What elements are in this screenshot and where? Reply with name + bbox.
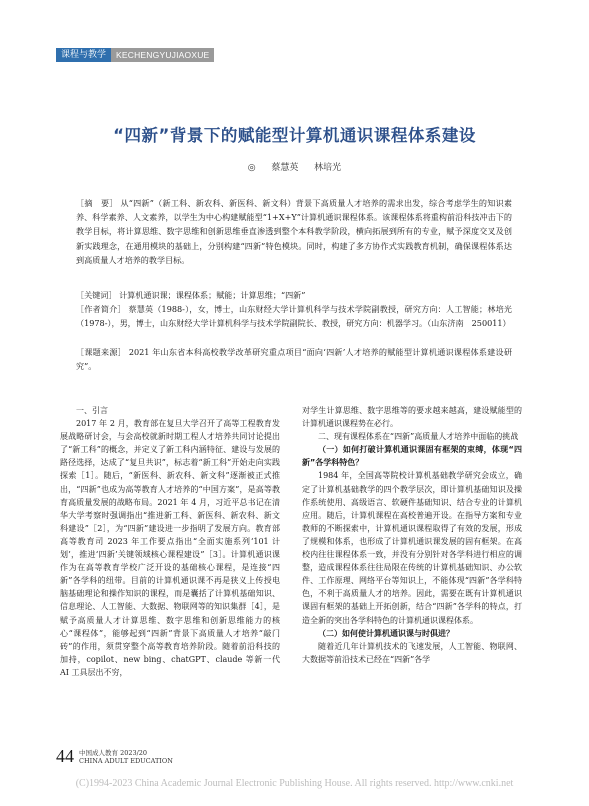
section-header bbox=[56, 48, 214, 62]
journal-info bbox=[79, 749, 173, 765]
page-footer bbox=[56, 747, 173, 765]
author-bio-text: 蔡慧英（1988-），女，博士，山东财经大学计算机科学与技术学院副教授，研究方向：人工智能；林培光（1978-），男，博士，山东财经大学计算机科学与技术学院副院长、教授，研究方向：机器学习。（山东济南 250011） bbox=[76, 304, 512, 329]
paragraph: 随着近几年计算机技术的飞速发展，人工智能、物联网、大数据等前沿技术已经在“四新”各学 bbox=[302, 641, 522, 664]
paragraph: 1984 年，全国高等院校计算机基础教学研究会成立，确定了计算机基础教学的四个教学层次，即计算机基础知识及操作系统使用、高级语言、软硬件基础知识、结合专业的计算机应用。随后，计算机课程在高校普遍开设。在指导方案和专业教师的不断探索中，计算机通识课程取得了有效的发展，形成了规模和体系，也形成了计算机通识课发展的固有框架。在高校内往往课程体系一致，并没有分别针对各学科进行相应的调整，造成课程体系往往局限在传统的计算机基础知识、办公软件、工作原理、网络平台等知识上，不能体现“四新”各学科特色，不利于高质量人才的培养。因此，需要在既有计算机通识课固有框架的基础上开拓创新，结合“四新”各学科的特点，打造全新的突出各学科特色的计算机通识课程体系。 bbox=[302, 471, 522, 625]
subsection-heading: （一）如何打破计算机通识课固有框架的束缚，体现“四新”各学科特色？ bbox=[302, 445, 522, 468]
keywords bbox=[76, 288, 512, 302]
source-label: ［课题来源］ bbox=[76, 347, 126, 357]
section-heading-intro: 一、引言 bbox=[76, 406, 108, 415]
section-tag: 课程与教学 bbox=[56, 48, 111, 62]
author-bio-label: ［作者简介］ bbox=[76, 304, 126, 314]
section-heading: 二、现有课程体系在“四新”高质量人才培养中面临的挑战 bbox=[318, 432, 519, 442]
section-pinyin: KECHENGYUJIAOXUE bbox=[111, 48, 214, 62]
paragraph: 对学生计算思维、数字思维等的要求越来越高，建设赋能型的计算机通识课程势在必行。 bbox=[302, 406, 522, 429]
abstract-text: 从“四新”（新工科、新农科、新医科、新文科）背景下高质量人才培养的需求出发，综合考虑学生的知识素养、科学素养、人文素养，以学生为中心构建赋能型“1+X+Y”计算机通识课程体系。该课程体系将重构前沿科技冲击下的教学目标，将计算思维、数字思维和创新思维垂直渗透到整个本科教学阶段，横向拓展到所有的专业，赋予深度交叉及创新实践理念，在通用模块的基础上，分别构建“四新”特色模块。同时，构建了多方协作式实践教育机制，确保课程体系达到高质量人才培养的教学目标。 bbox=[76, 198, 512, 265]
author-name: 林培光 bbox=[314, 163, 342, 173]
author-line bbox=[0, 160, 589, 173]
project-source bbox=[76, 345, 512, 373]
abstract bbox=[76, 196, 512, 267]
author-bio bbox=[76, 302, 512, 330]
copyright-notice: (C)1994-2023 China Academic Journal Electronic Publishing House. All rights reserved. http://www.cnki.net bbox=[75, 778, 514, 789]
author-marker: ◎ bbox=[247, 163, 256, 173]
paragraph: 2017 年 2 月，教育部在复旦大学召开了高等工程教育发展战略研讨会，与会高校就新时期工程人才培养共同讨论提出了“新工科”的概念，并定义了新工科内涵特征、建设与发展的路径选择，达成了“复旦共识”，标志着“新工科”开始走向实践探索［1］。随后，“新医科、新农科、新文科”逐渐被正式推出，“四新”也成为高等教育人才培养的“中国方案”，是高等教育高质量发展的战略布局。2021 年 4 月，习近平总书记在清华大学考察时强调指出“推进新工科、新医科、新农科、新文科建设”［2］，为“四新”建设进一步指明了发展方向。教育部高等教育司 2023 年工作要点指出“全面实施系列‘101 计划’，推进‘四新’关键领域核心课程建设”［3］。计算机通识课作为在高等教育学校广泛开设的基础核心课程，是连接“四新”各学科的纽带。目前的计算机通识课不再是狭义上传授电脑基础理论和操作知识的课程，而是囊括了计算机基础知识、信息理论、人工智能、大数据、物联网等的知识集群［4］，是赋予高质量人才计算思维、数字思维和创新思维能力的核心“课程体”，能够起到“四新”背景下高质量人才培养“敲门砖”的作用，须贯穿整个高等教育培养阶段。随着前沿科技的加持，copilot、new bing、chatGPT、claude 等新一代 AI 工具层出不穷， bbox=[60, 419, 280, 677]
keywords-text: 计算机通识课；课程体系；赋能；计算思维；“四新” bbox=[119, 290, 306, 300]
subsection-heading: （二）如何使计算机通识课与时俱进？ bbox=[318, 628, 454, 638]
left-column bbox=[60, 404, 280, 679]
source-text: 2021 年山东省本科高校教学改革研究重点项目“面向‘四新’人才培养的赋能型计算机通识课程体系建设研究”。 bbox=[76, 347, 512, 372]
journal-name-en: CHINA ADULT EDUCATION bbox=[79, 757, 173, 765]
right-column bbox=[302, 404, 522, 666]
abstract-label: ［摘 要］ bbox=[76, 198, 118, 208]
author-name: 蔡慧英 bbox=[271, 163, 299, 173]
page-number: 44 bbox=[56, 746, 74, 766]
journal-name-cn: 中国成人教育 2023/20 bbox=[79, 749, 148, 757]
article-title: “四新”背景下的赋能型计算机通识课程体系建设 bbox=[113, 126, 476, 145]
keywords-label: ［关键词］ bbox=[76, 290, 117, 300]
